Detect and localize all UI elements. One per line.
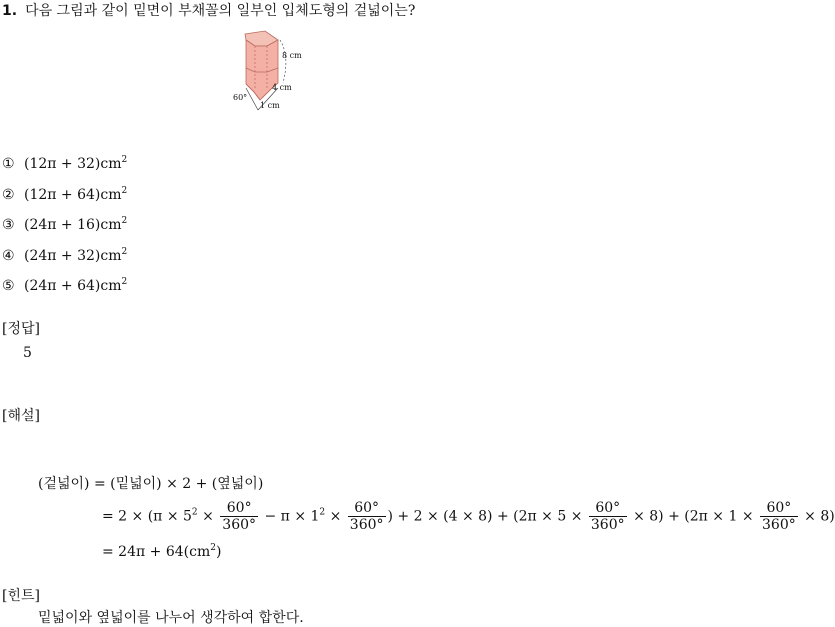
label-inner: 1 cm: [260, 101, 280, 110]
choice-5-num: ⑤: [2, 278, 15, 294]
choice-2-expr: (12π + 64)cm: [24, 187, 122, 203]
choice-2-sup: 2: [121, 186, 128, 196]
choice-2-num: ②: [2, 187, 15, 203]
choice-1-expr: (12π + 32)cm: [24, 156, 122, 172]
choice-1-sup: 2: [121, 155, 128, 165]
choice-3-sup: 2: [121, 216, 128, 226]
fraction-4-num: 60°: [760, 500, 798, 517]
solution-line-2: [102, 500, 835, 533]
sol2-c: ×: [197, 508, 219, 525]
sol2-h: × 8) + (2π × 1 ×: [628, 508, 758, 525]
fraction-1-den: 360°: [222, 517, 257, 533]
hint-label: [힌트]: [2, 588, 40, 604]
hint-text: 밑넓이와 옆넓이를 나누어 생각하여 합한다.: [38, 610, 304, 626]
sol2-i: × 8): [799, 508, 835, 525]
sol3-c: ): [215, 544, 222, 560]
question: [2, 0, 415, 20]
figure-svg: [228, 28, 308, 118]
choice-5-expr: (24π + 64)cm: [24, 278, 122, 294]
answer-value: 5: [23, 345, 32, 361]
answer-label: [정답]: [2, 321, 40, 337]
fraction-1-num: 60°: [220, 500, 258, 517]
sol2-b: 2: [191, 507, 198, 518]
choice-1[interactable]: [2, 155, 127, 172]
fraction-2-num: 60°: [348, 500, 386, 517]
label-height: 8 cm: [282, 51, 302, 60]
choice-5[interactable]: [2, 277, 127, 294]
choice-1-num: ①: [2, 156, 15, 172]
label-angle: 60°: [233, 93, 248, 102]
solid-figure: [228, 28, 308, 118]
fraction-2-den: 360°: [349, 517, 384, 533]
sol2-a: = 2 × (π × 5: [102, 508, 192, 525]
choice-2[interactable]: [2, 186, 127, 203]
fraction-1: [220, 500, 258, 533]
fraction-3-num: 60°: [589, 500, 627, 517]
fraction-3: [589, 500, 627, 533]
fraction-4-den: 360°: [762, 517, 796, 533]
sol3-b: 2: [210, 543, 216, 553]
solution-label: [해설]: [2, 408, 40, 424]
choice-4-num: ④: [2, 248, 15, 264]
sol2-d: − π × 1: [260, 508, 320, 525]
question-number: 1.: [2, 3, 18, 19]
fraction-3-den: 360°: [590, 517, 625, 533]
fraction-2: [348, 500, 386, 533]
choice-4-sup: 2: [121, 247, 128, 257]
choice-3[interactable]: [2, 216, 127, 233]
sol2-e: 2: [319, 507, 326, 518]
choice-4[interactable]: [2, 247, 127, 264]
sol3-a: = 24π + 64(cm: [102, 544, 211, 560]
solution-line-3: [102, 543, 221, 560]
fraction-4: [760, 500, 798, 533]
question-text: 다음 그림과 같이 밑면이 부채꼴의 일부인 입체도형의 겉넓이는?: [25, 3, 416, 19]
choice-3-num: ③: [2, 217, 15, 233]
sol2-f: ×: [325, 508, 346, 525]
choice-5-sup: 2: [121, 277, 128, 287]
solution-line-1: (겉넓이) = (밑넓이) × 2 + (옆넓이): [38, 476, 264, 492]
choice-3-expr: (24π + 16)cm: [24, 217, 122, 233]
label-outer: 4 cm: [272, 83, 292, 92]
choice-4-expr: (24π + 32)cm: [24, 248, 122, 264]
sol2-g: ) + 2 × (4 × 8) + (2π × 5 ×: [387, 508, 587, 525]
